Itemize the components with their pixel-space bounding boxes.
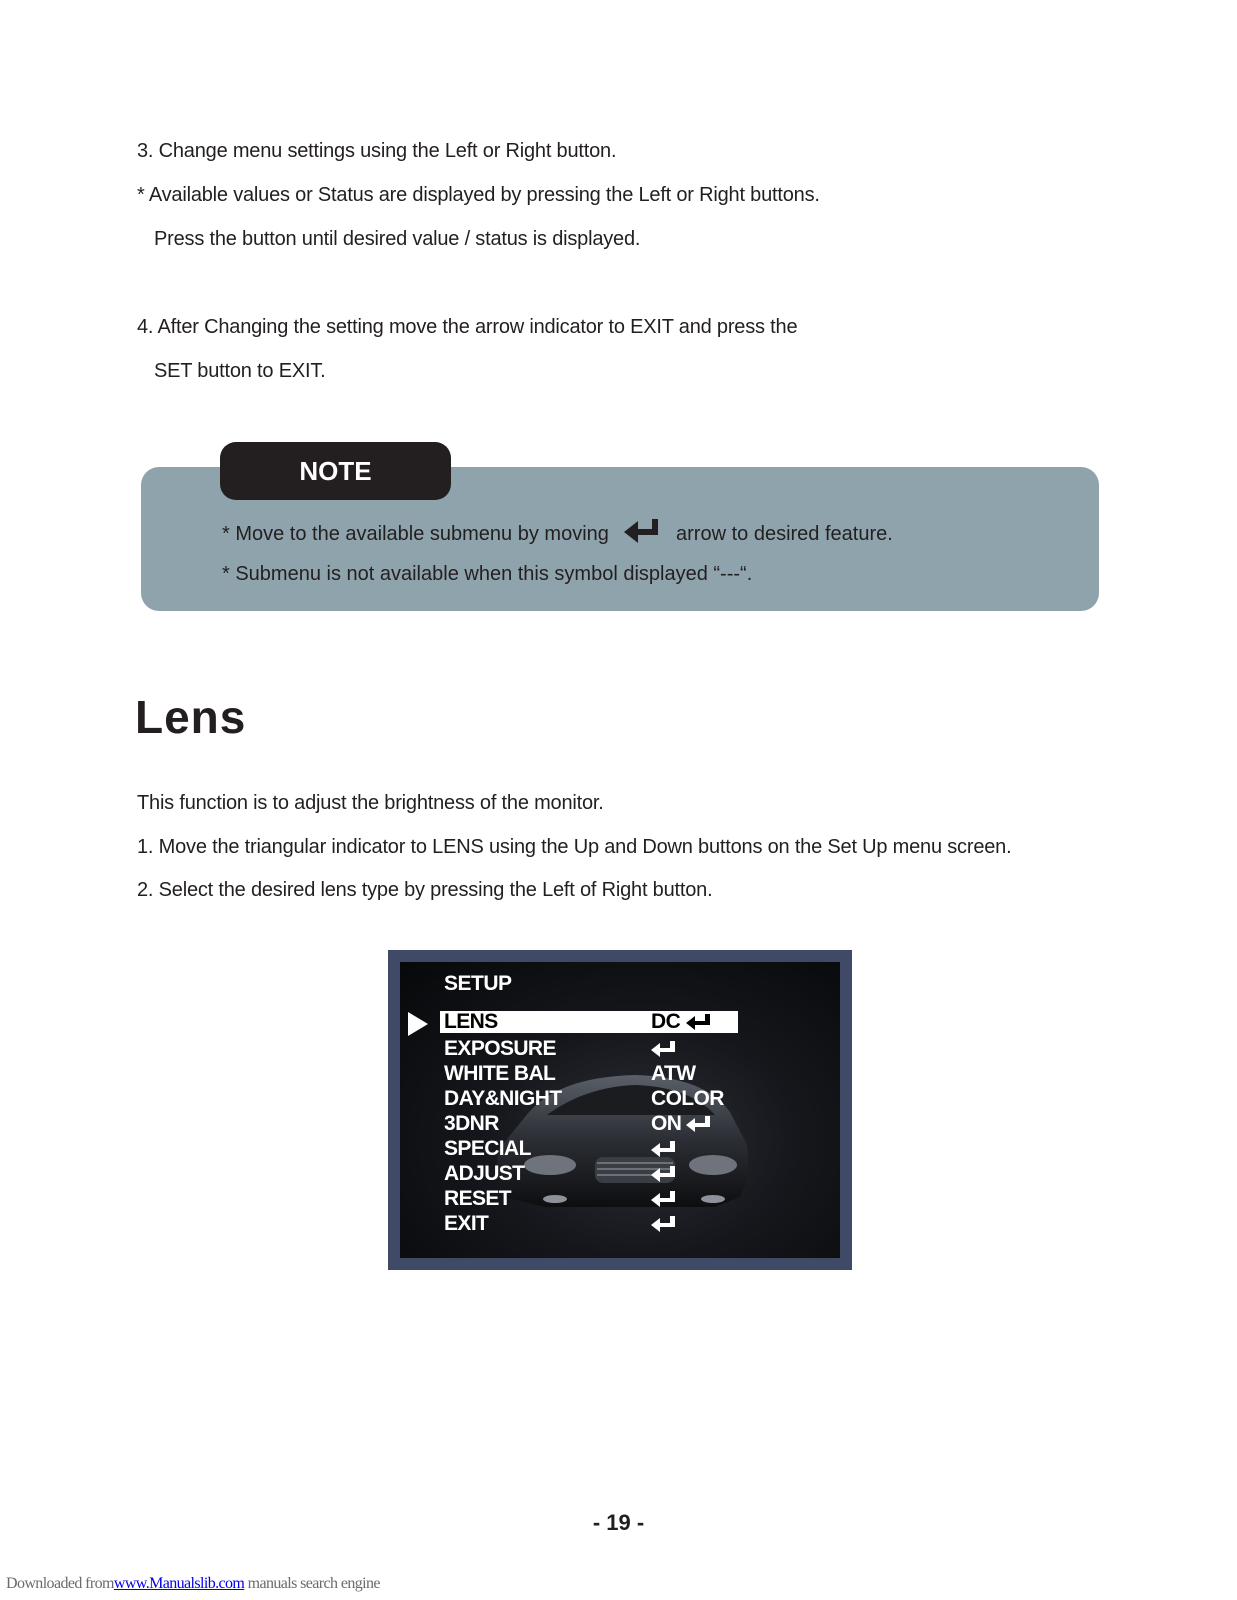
osd-item-reset[interactable] bbox=[440, 1186, 740, 1211]
enter-arrow-icon bbox=[685, 1013, 711, 1031]
osd-monitor-frame bbox=[388, 950, 852, 1270]
osd-item-label: DAY&NIGHT bbox=[444, 1087, 562, 1110]
osd-item-value: DC bbox=[651, 1010, 681, 1033]
step-4: 4. After Changing the setting move the arrow indicator to EXIT and press the bbox=[137, 316, 798, 338]
enter-arrow-icon bbox=[650, 1190, 676, 1208]
triangle-pointer-icon bbox=[407, 1011, 429, 1037]
osd-item-value: COLOR bbox=[651, 1087, 724, 1110]
enter-arrow-icon bbox=[624, 517, 660, 552]
osd-item-label: WHITE BAL bbox=[444, 1062, 556, 1085]
osd-item-adjust[interactable] bbox=[440, 1161, 740, 1186]
osd-item-value: ON bbox=[651, 1112, 682, 1135]
osd-item-label: SPECIAL bbox=[444, 1137, 531, 1160]
note-press-button: Press the button until desired value / status is displayed. bbox=[154, 228, 641, 250]
footer-suffix: manuals search engine bbox=[244, 1575, 380, 1592]
osd-item-label: EXIT bbox=[444, 1212, 489, 1235]
section-heading: Lens bbox=[135, 691, 247, 743]
enter-arrow-icon bbox=[685, 1115, 711, 1133]
osd-item-exit[interactable] bbox=[440, 1211, 740, 1236]
note-line-1-after: arrow to desired feature. bbox=[676, 522, 893, 545]
osd-item-label: LENS bbox=[444, 1010, 498, 1033]
step-4-continued: SET button to EXIT. bbox=[154, 360, 326, 382]
enter-arrow-icon bbox=[650, 1165, 676, 1183]
note-line-2: * Submenu is not available when this symbol displayed “---“. bbox=[222, 563, 753, 585]
manualslib-link[interactable]: www.Manualslib.com bbox=[113, 1575, 245, 1592]
enter-arrow-icon bbox=[650, 1140, 676, 1158]
enter-arrow-icon bbox=[650, 1040, 676, 1058]
note-line-1-before: * Move to the available submenu by moving bbox=[222, 522, 609, 545]
osd-item-white-bal[interactable] bbox=[440, 1061, 740, 1086]
osd-item-exposure[interactable] bbox=[440, 1036, 740, 1061]
lens-step-2: 2. Select the desired lens type by pressing the Left of Right button. bbox=[137, 879, 713, 901]
osd-item-value: ATW bbox=[651, 1062, 696, 1085]
osd-item-label: 3DNR bbox=[444, 1112, 499, 1135]
note-title: NOTE bbox=[220, 442, 451, 500]
footer-prefix: Downloaded from bbox=[6, 1575, 114, 1592]
note-available-values: * Available values or Status are displayed by pressing the Left or Right buttons. bbox=[137, 184, 820, 206]
lens-step-1: 1. Move the triangular indicator to LENS using the Up and Down buttons on the Set Up menu screen. bbox=[137, 836, 1012, 858]
step-3: 3. Change menu settings using the Left or Right button. bbox=[137, 140, 617, 162]
note-line-1 bbox=[222, 517, 893, 552]
section-intro: This function is to adjust the brightness of the monitor. bbox=[137, 792, 604, 814]
download-footer bbox=[6, 1575, 380, 1593]
osd-item-label: ADJUST bbox=[444, 1162, 525, 1185]
enter-arrow-icon bbox=[650, 1215, 676, 1233]
osd-item-label: EXPOSURE bbox=[444, 1037, 556, 1060]
page-number: - 19 - bbox=[592, 1510, 645, 1535]
osd-screen bbox=[400, 962, 840, 1258]
osd-item-label: RESET bbox=[444, 1187, 512, 1210]
osd-item-3dnr[interactable] bbox=[440, 1111, 740, 1136]
osd-item-lens[interactable] bbox=[440, 1011, 738, 1033]
osd-item-special[interactable] bbox=[440, 1136, 740, 1161]
osd-title: SETUP bbox=[444, 972, 512, 995]
osd-item-day-night[interactable] bbox=[440, 1086, 740, 1111]
